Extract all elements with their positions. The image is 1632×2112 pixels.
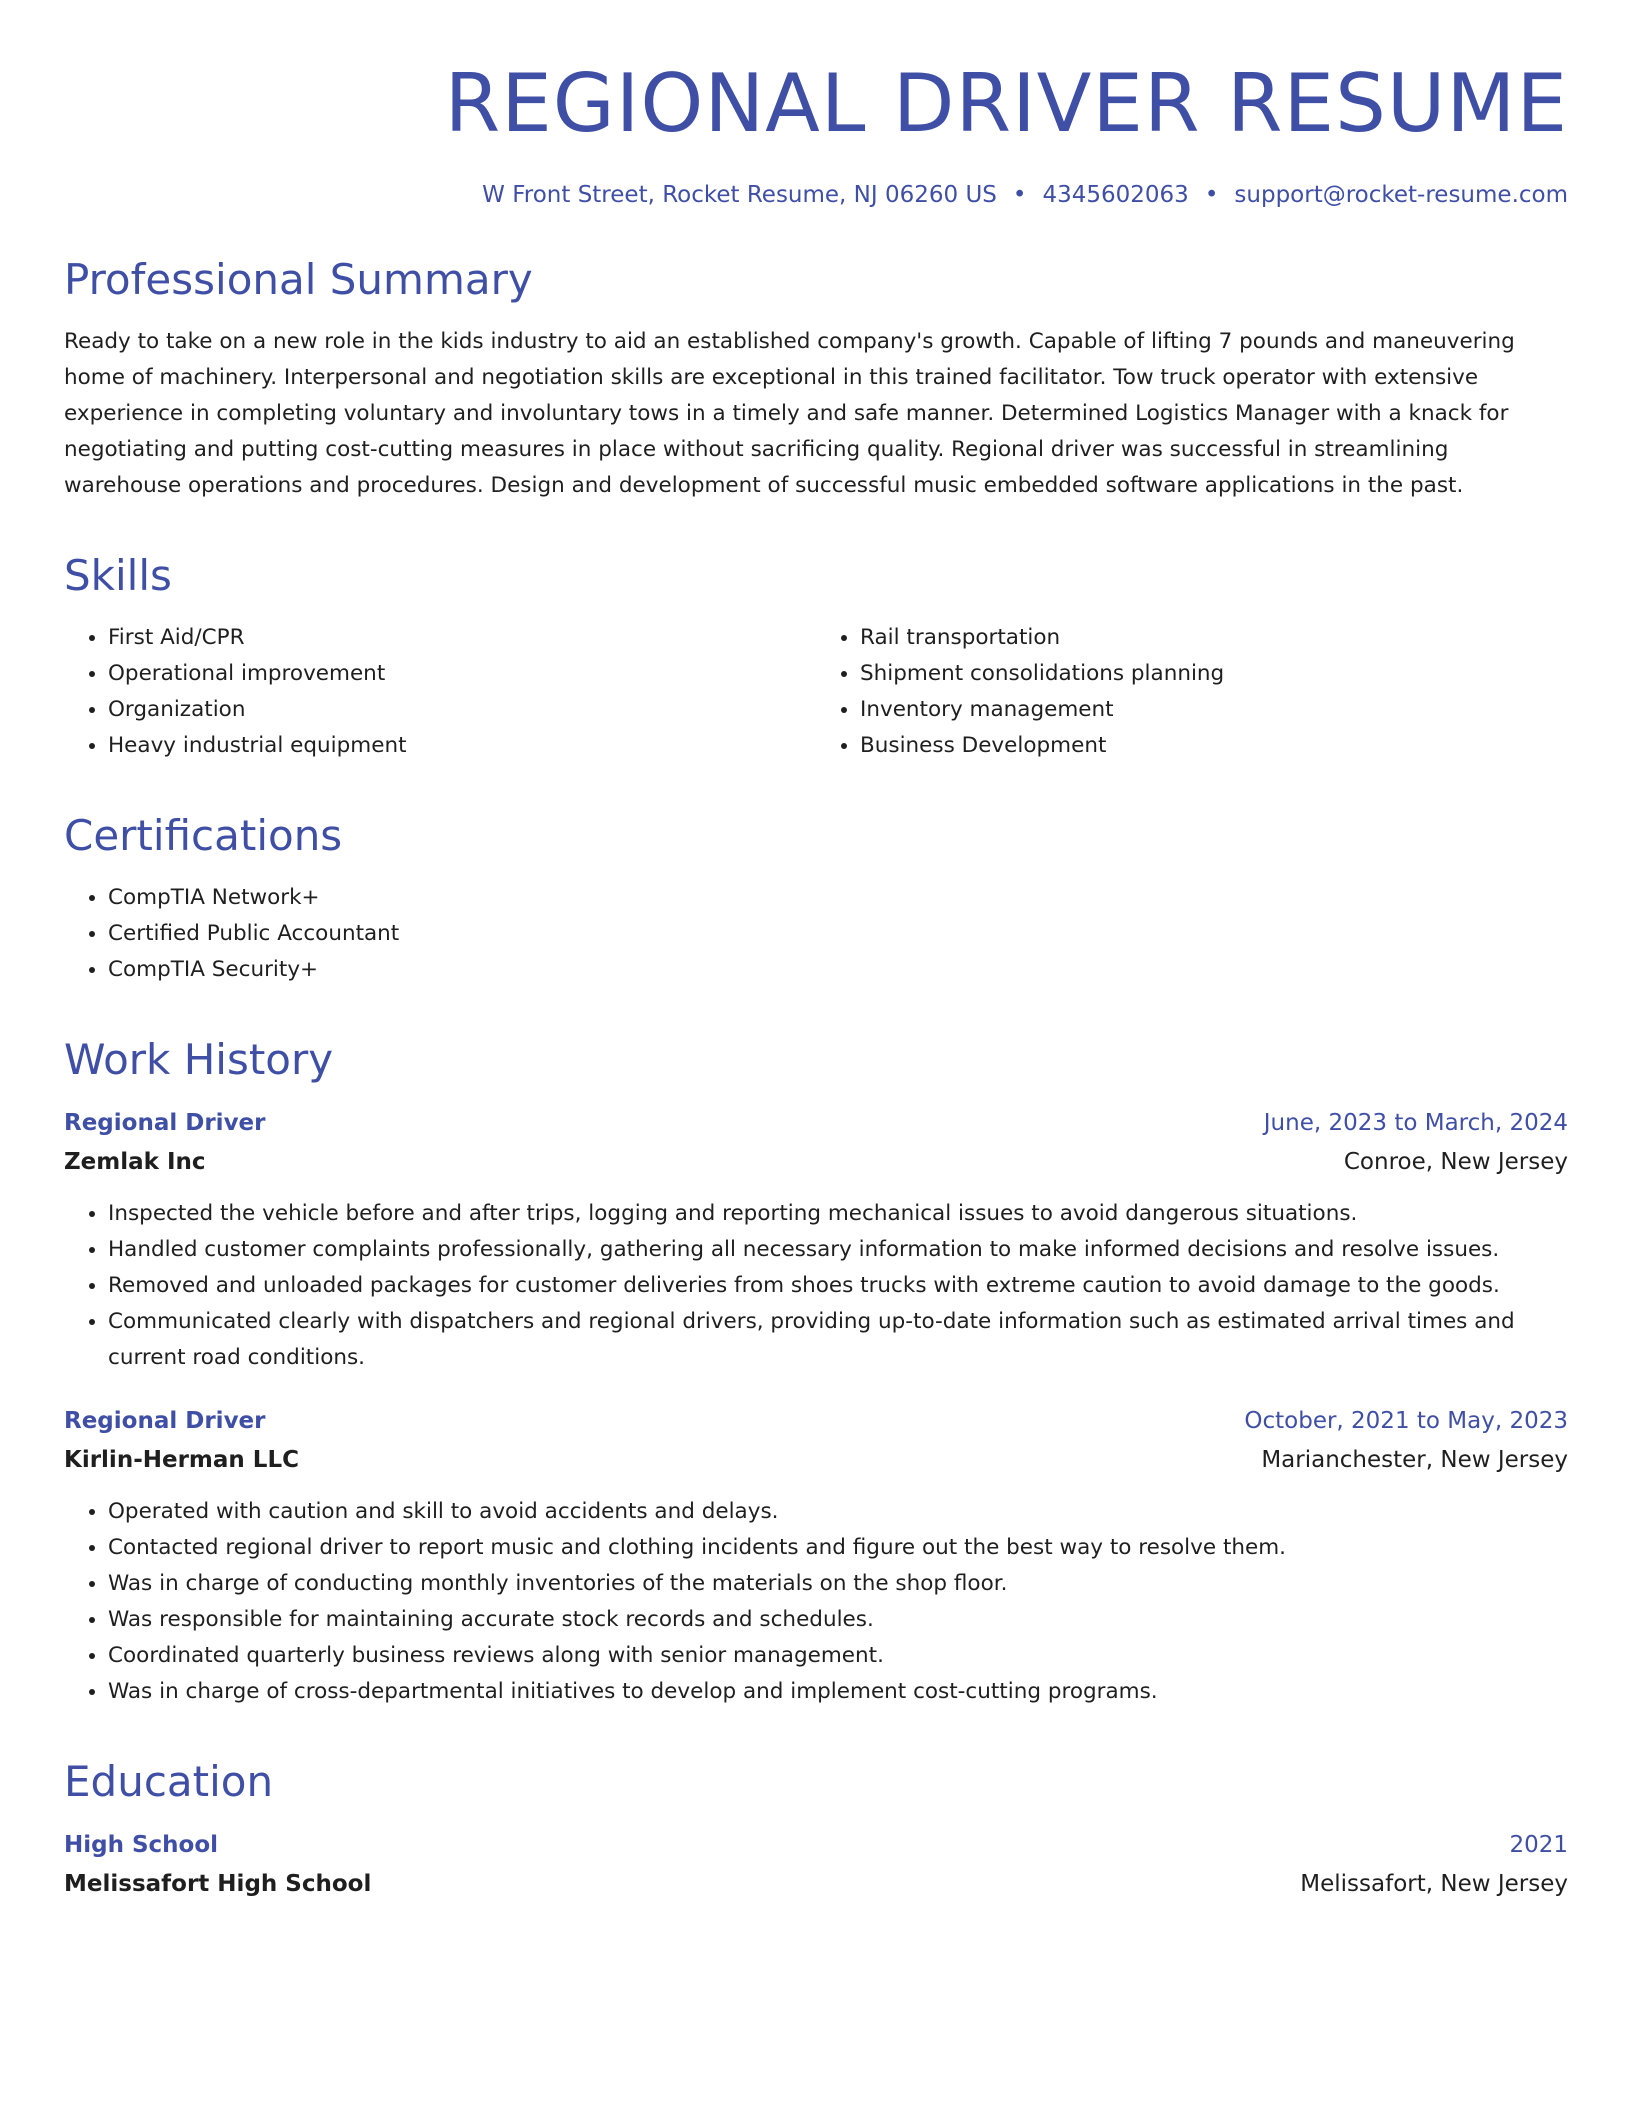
job-header — [64, 1402, 1568, 1441]
education-location: Melissafort, New Jersey — [1300, 1871, 1568, 1897]
job-bullet: • Coordinated quarterly business reviews along with senior management. — [108, 1638, 1568, 1674]
contact-email: support@rocket-resume.com — [1234, 182, 1568, 208]
job-bullet: • Removed and unloaded packages for customer deliveries from shoes trucks with extreme caution to avoid damage to the goods. — [108, 1268, 1568, 1304]
job-bullet: • Was in charge of cross-departmental initiatives to develop and implement cost-cutting programs. — [108, 1674, 1568, 1710]
job-bullet: • Inspected the vehicle before and after trips, logging and reporting mechanical issues to avoid dangerous situations. — [108, 1196, 1568, 1232]
skill-item: • Operational improvement — [108, 656, 816, 692]
skills-column-left — [64, 620, 816, 764]
job-bullet: • Contacted regional driver to report music and clothing incidents and figure out the best way to resolve them. — [108, 1530, 1568, 1566]
contact-separator: • — [1204, 182, 1219, 208]
job-dates: October, 2021 to May, 2023 — [1244, 1408, 1568, 1434]
certifications-heading: Certifications — [64, 811, 343, 860]
certification-item: • CompTIA Network+ — [108, 880, 1568, 916]
job-bullets — [64, 1494, 1568, 1710]
education-school: Melissafort High School — [64, 1871, 372, 1897]
summary-heading: Professional Summary — [64, 255, 533, 304]
contact-phone: 4345602063 — [1042, 182, 1189, 208]
skill-item: • Shipment consolidations planning — [860, 656, 1568, 692]
job-location: Conroe, New Jersey — [1343, 1149, 1568, 1175]
education-degree: High School — [64, 1832, 219, 1858]
education-subheader — [64, 1865, 1568, 1904]
job-company: Zemlak Inc — [64, 1149, 206, 1175]
resume-title: REGIONAL DRIVER RESUME — [444, 57, 1568, 150]
education-header — [64, 1826, 1568, 1865]
education-heading: Education — [64, 1757, 274, 1806]
education-year: 2021 — [1509, 1832, 1568, 1858]
job-company: Kirlin-Herman LLC — [64, 1447, 299, 1473]
certification-item: • Certified Public Accountant — [108, 916, 1568, 952]
job-title: Regional Driver — [64, 1408, 266, 1434]
skill-item: • Rail transportation — [860, 620, 1568, 656]
certifications-list — [64, 880, 1568, 988]
job-dates: June, 2023 to March, 2024 — [1263, 1110, 1568, 1136]
work-history-heading: Work History — [64, 1035, 334, 1084]
job-subheader — [64, 1143, 1568, 1182]
education-entry — [64, 1826, 1568, 1904]
job-bullets — [64, 1196, 1568, 1376]
contact-line — [64, 182, 1568, 208]
job-entry — [64, 1104, 1568, 1376]
skills-list — [64, 620, 1568, 764]
skills-heading: Skills — [64, 551, 172, 600]
skill-item: • Business Development — [860, 728, 1568, 764]
contact-separator: • — [1012, 182, 1027, 208]
skill-item: • Heavy industrial equipment — [108, 728, 816, 764]
job-header — [64, 1104, 1568, 1143]
skills-column-right — [816, 620, 1568, 764]
skill-item: • First Aid/CPR — [108, 620, 816, 656]
job-bullet: • Operated with caution and skill to avoid accidents and delays. — [108, 1494, 1568, 1530]
contact-address: W Front Street, Rocket Resume, NJ 06260 US — [482, 182, 997, 208]
job-bullet: • Handled customer complaints professionally, gathering all necessary information to make informed decisions and resolve issues. — [108, 1232, 1568, 1268]
certification-item: • CompTIA Security+ — [108, 952, 1568, 988]
job-entry — [64, 1402, 1568, 1710]
job-location: Marianchester, New Jersey — [1261, 1447, 1568, 1473]
job-bullet: • Communicated clearly with dispatchers and regional drivers, providing up-to-date information such as estimated arrival times and current road conditions. — [108, 1304, 1568, 1376]
skill-item: • Organization — [108, 692, 816, 728]
job-subheader — [64, 1441, 1568, 1480]
job-bullet: • Was responsible for maintaining accurate stock records and schedules. — [108, 1602, 1568, 1638]
summary-text: Ready to take on a new role in the kids industry to aid an established company's growth. Capable of lifting 7 pounds and maneuvering home of machinery. Interpersonal and negotiation skills are exceptional in this trained facilitator. Tow truck operator with extensive experience in completing voluntary and involuntary tows in a timely and safe manner. Determined Logistics Manager with a knack for negotiating and putting cost-cutting measures in place without sacrificing quality. Regional driver was successful in streamlining warehouse operations and procedures. Design and development of successful music embedded software applications in the past. — [64, 329, 1515, 498]
skill-item: • Inventory management — [860, 692, 1568, 728]
job-bullet: • Was in charge of conducting monthly inventories of the materials on the shop floor. — [108, 1566, 1568, 1602]
job-title: Regional Driver — [64, 1110, 266, 1136]
